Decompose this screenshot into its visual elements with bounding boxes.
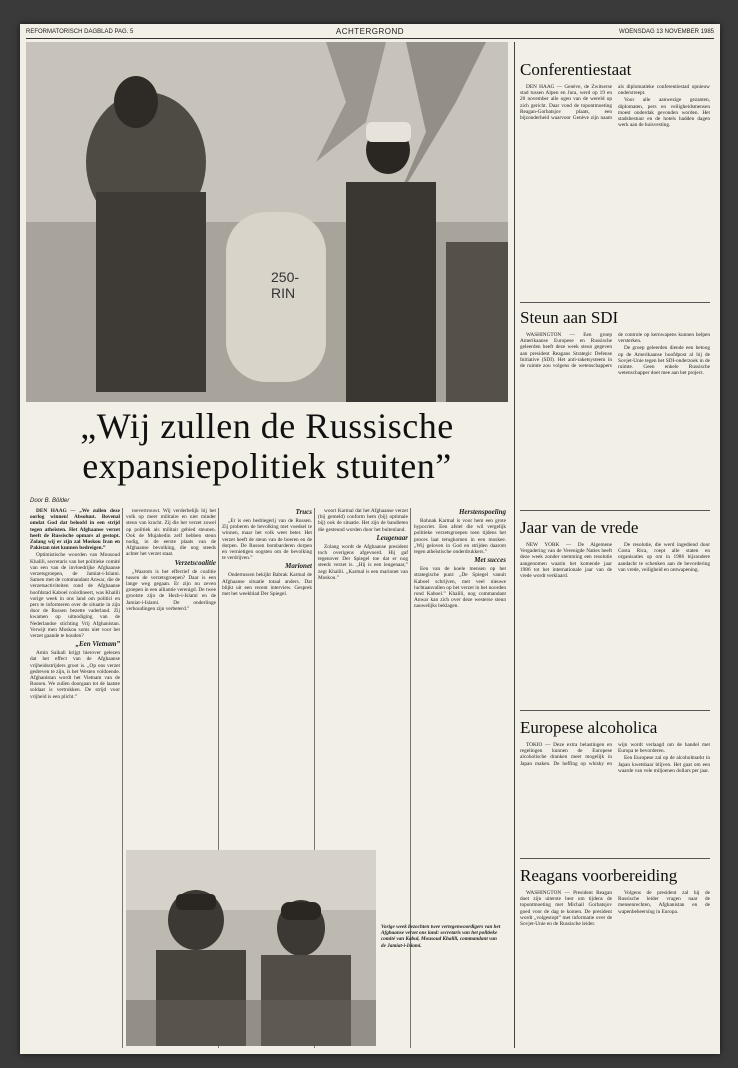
- sidebar-title-conferentiestaat: Conferentiestaat: [520, 60, 632, 79]
- sidebar-article-4: [520, 742, 710, 852]
- subheading: Herstenspoeling: [458, 508, 506, 516]
- subheading: Verzetscoalitie: [174, 558, 216, 567]
- byline: Door B. Bölder: [30, 498, 70, 504]
- article-paragraph: Een van de koele mensen op het strategische punt: „De Spiegel vanuit Kaboel schrijven, met veel nieuwe luchtaanvallen op het verzet in het noorden rond Kaboel.” Khalili, nog commandant Anwar kan zich over deze westerse steun nauwelijks beklagen.: [414, 566, 506, 610]
- sidebar-article-1: [520, 84, 710, 294]
- article-paragraph: De groep geleerden diende een betoog op de Amerikaanse hoofdpost al bij de Sovjet-Unie tegen het SDI-onderzoek in de ruimte. Geen enkele Russische wetenschapper doet mee aan het project.: [618, 345, 710, 377]
- newspaper-page: [20, 24, 720, 1054]
- article-column-3: [222, 508, 312, 844]
- subheading: Leugenaar: [376, 533, 408, 542]
- svg-text:250-: 250-: [271, 269, 300, 285]
- article-paragraph: woort Karmal dat het Afghaanse verzet (bij gemeld) conform hem (bij) optimale bij) ook de situatie. Het zijn de bandieten die gesteund worden door het buitenland.: [318, 508, 408, 533]
- article-lead: DEN HAAG — „We zullen deze oorlog winnen! Absoluut. Bovenal omdat God dat beloofd in een strijd tegen atheïsten. Het Afghaanse verzet heeft de Russische opmars al gestopt. Zolang wij er zijn zal Moskou Iran en Pakistan niet kunnen bedreigen.”: [30, 508, 120, 552]
- sidebar-article-5: [520, 890, 710, 1046]
- headline-line-2: expansiepolitiek stuiten”: [82, 446, 452, 486]
- subheading: „Een Vietnam”: [75, 640, 120, 649]
- photo-khalili-anwar: [126, 850, 376, 1046]
- article-paragraph: De resolutie, die werd ingediend door Costa Rica, roept alle staten en organisaties op om in 1986 bijzondere aandacht te schenken aan de bevordering van vrede, veiligheid en ontwapening.: [618, 542, 710, 573]
- headline-line-1: „Wij zullen de Russische: [80, 406, 454, 446]
- article-paragraph: Ondertussen bekijkt Babrak Karmal de Afghaanse situatie totaal anders. Dat blijkt uit een recent interview. Gesprek met het weekblad Der Spiegel.: [222, 572, 312, 598]
- section-title: ACHTERGROND: [335, 27, 405, 36]
- subheading: Met succes: [474, 556, 506, 565]
- sidebar-article-3: [520, 542, 710, 702]
- article-paragraph: Voor alle aanwezige gezanten, diplomaten, pers en veiligheidsmensen moest onderdak gevonden worden. Het stadsbestuur en de hotels hadden dagen werk aan de huisvesting.: [618, 97, 710, 129]
- page-header: [26, 26, 714, 39]
- subheading: Marionet: [285, 562, 312, 571]
- article-paragraph: Een Europese zal op de alcoholmarkt in Japan kwetsbaar blijven. Het gaat om een waarde van vele miljoenen dollars per jaar.: [618, 755, 710, 774]
- article-column-2: [126, 508, 216, 844]
- caption-text: Vorige week bezochten twee vertegenwoordigers van het Afghaanse verzet ons land: secretaris van het politieke comité van Kabul, Mousoud Khalili, commandant van de Jamiat-i-Islami.: [381, 924, 501, 949]
- article-paragraph: Zolang wordt de Afghaanse president toch overigens afgevoerd. Hij gaf tegenover Der Spiegel toe dat er nog steeds verzet is. „Hij is een leugenaar,” zegt Khalili. „Karmal is een marionet van Moskou.”: [318, 543, 408, 581]
- issue-date: WOENSDAG 13 NOVEMBER 1985: [618, 29, 714, 35]
- article-paragraph: Rohnak Karmal is voor hem een grote hypocriet. Een afstel die wil vergelijk politieke verzetsgroepen toen tijdens het proces laat terugkomen in een moskee. „Wij geloven in God en strijden daarom tegen atheïstische onderdrukkers.”: [414, 518, 506, 556]
- sidebar-title-jaar-vrede: Jaar van de vrede: [520, 518, 639, 537]
- subheading: Trucs: [295, 508, 312, 516]
- sidebar-title-europese-alcoholica: Europese alcoholica: [520, 718, 658, 737]
- sidebar-title-reagans-voorbereiding: Reagans voorbereiding: [520, 866, 678, 885]
- article-paragraph: toevertrouwt. Wij verderbelijk bij het volk op meer militaire en niet minder steun van kracht. Zij die het verzet zowel op politiek als militair gebied steunen. Ook de Mujahedin zelf hebben steun nodig, in de eerste plaats van de Afghaanse bevolking, die nog steeds achter het verzet staat.: [126, 508, 216, 558]
- article-paragraph: Volgens de president zal hij de Russische leider vragen naar de mensenrechten, Afghanistan en de wapenbeheersing in Europa.: [618, 890, 710, 915]
- main-headline: [26, 406, 508, 486]
- article-paragraph: WASHINGTON — President Reagan doet zijn uiterste best om tijdens de topontmoeting met Michail Gorbatsjov goed voor de dag te komen. De president wordt „volgestopt” met informatie over de Sovjet-Unie en de Russische leider.: [520, 890, 612, 928]
- article-column-5: [414, 508, 506, 1048]
- article-column-4: [318, 508, 408, 844]
- article-paragraph: „Er is een bedriegerij van de Russen. Zij proberen de bevolking met voedsel te winnen, maar het volk weet beter. Het verzet heeft de steun van de boeren en de dorpen. De Russen bombarderen dorpen en vernietigen oogsten om de bevolking te verdrijven.”: [222, 518, 312, 562]
- article-paragraph: Optimistische woorden van Mousoud Khalili, secretaris van het politieke comité van een van de invloedrijke Afghaanse verzetsgroepen, de Jamiat-i-Islami. Samen met de commandant Anwar, die de verzetsactiviteiten rond de Afghaanse hoofdstad Kaboel coördineert, was Khalili vorige week in ons land om politici en pers te informeren over de situatie in zijn door de Russen bezette vaderland. Zij kwamen op uitnodiging van de Nederlandse stichting Vrij Afghanistan. Verwijt men Moskou soms niet voor het verzet gaande te houden?: [30, 552, 120, 640]
- sidebar-title-steun-sdi: Steun aan SDI: [520, 308, 619, 327]
- article-paragraph: NEW YORK — De Algemene Vergadering van de Verenigde Naties heeft deze week zonder stemming een resolutie aangenomen waarin het komende jaar 1986 tot het internationale jaar van de vrede wordt verklaard.: [520, 542, 612, 580]
- svg-text:RIN: RIN: [271, 285, 296, 301]
- article-paragraph: WASHINGTON — Een groep Amerikaanse Europese en Russische geleerden heeft deze week steun gegeven aan president Reagans Strategic Defense Initiative (SDI). Het anti-raketsysteem in de ruimte zou volgens de wetenschappers de controle op kernwapens kunnen helpen versterken.: [520, 332, 710, 370]
- article-paragraph: TOKIO — Deze extra belastingen en regelingen kunnen de Europese alcoholische dranken meer mogelijk in Japan maken. De heffing op whisky en wijn wordt verlaagd om de handel met Europa te bevorderen.: [520, 742, 710, 767]
- sidebar-article-2: [520, 332, 710, 502]
- article-paragraph: Amin Saikali krijgt hierover gelezen dat het effect van de Afghaanse vrijheidsstrijders groot is. „Op ons verzet gedreven te zijn, is het Westen voldoende. Afghanistan wordt het Vietnam van de Russen. We zullen doorgaan tot de laatste soldaat is vertrokken. De strijd voor vrijheid is een plicht.”: [30, 650, 120, 700]
- main-photo-mujahedin: [26, 42, 508, 402]
- article-paragraph: „Waarom is het effectief de coalitie tussen de verzetsgroepen? Daar is een lange weg gegaan. Er zijn nu zeven groepen in een alliantie verenigd. De twee grootste zijn de Hezb-i-Islami en de Jamiat-i-Islami. De onderlinge verhoudingen zijn verbeterd.”: [126, 568, 216, 612]
- paper-name: REFORMATORISCH DAGBLAD PAG. 5: [26, 29, 134, 35]
- article-column-1: [30, 508, 120, 1048]
- photo-caption: [381, 924, 503, 949]
- article-paragraph: DEN HAAG — Genève, de Zwitserse stad tussen Alpen en Jura, werd op 19 en 20 november alle ogen van de wereld op zich gericht. Daar vond de topontmoeting Reagan-Gorbatsjov plaats, een bijzonderheid waarvoor Genève zijn naam als diplomatieke conferentiestad opnieuw onderstreept.: [520, 84, 710, 122]
